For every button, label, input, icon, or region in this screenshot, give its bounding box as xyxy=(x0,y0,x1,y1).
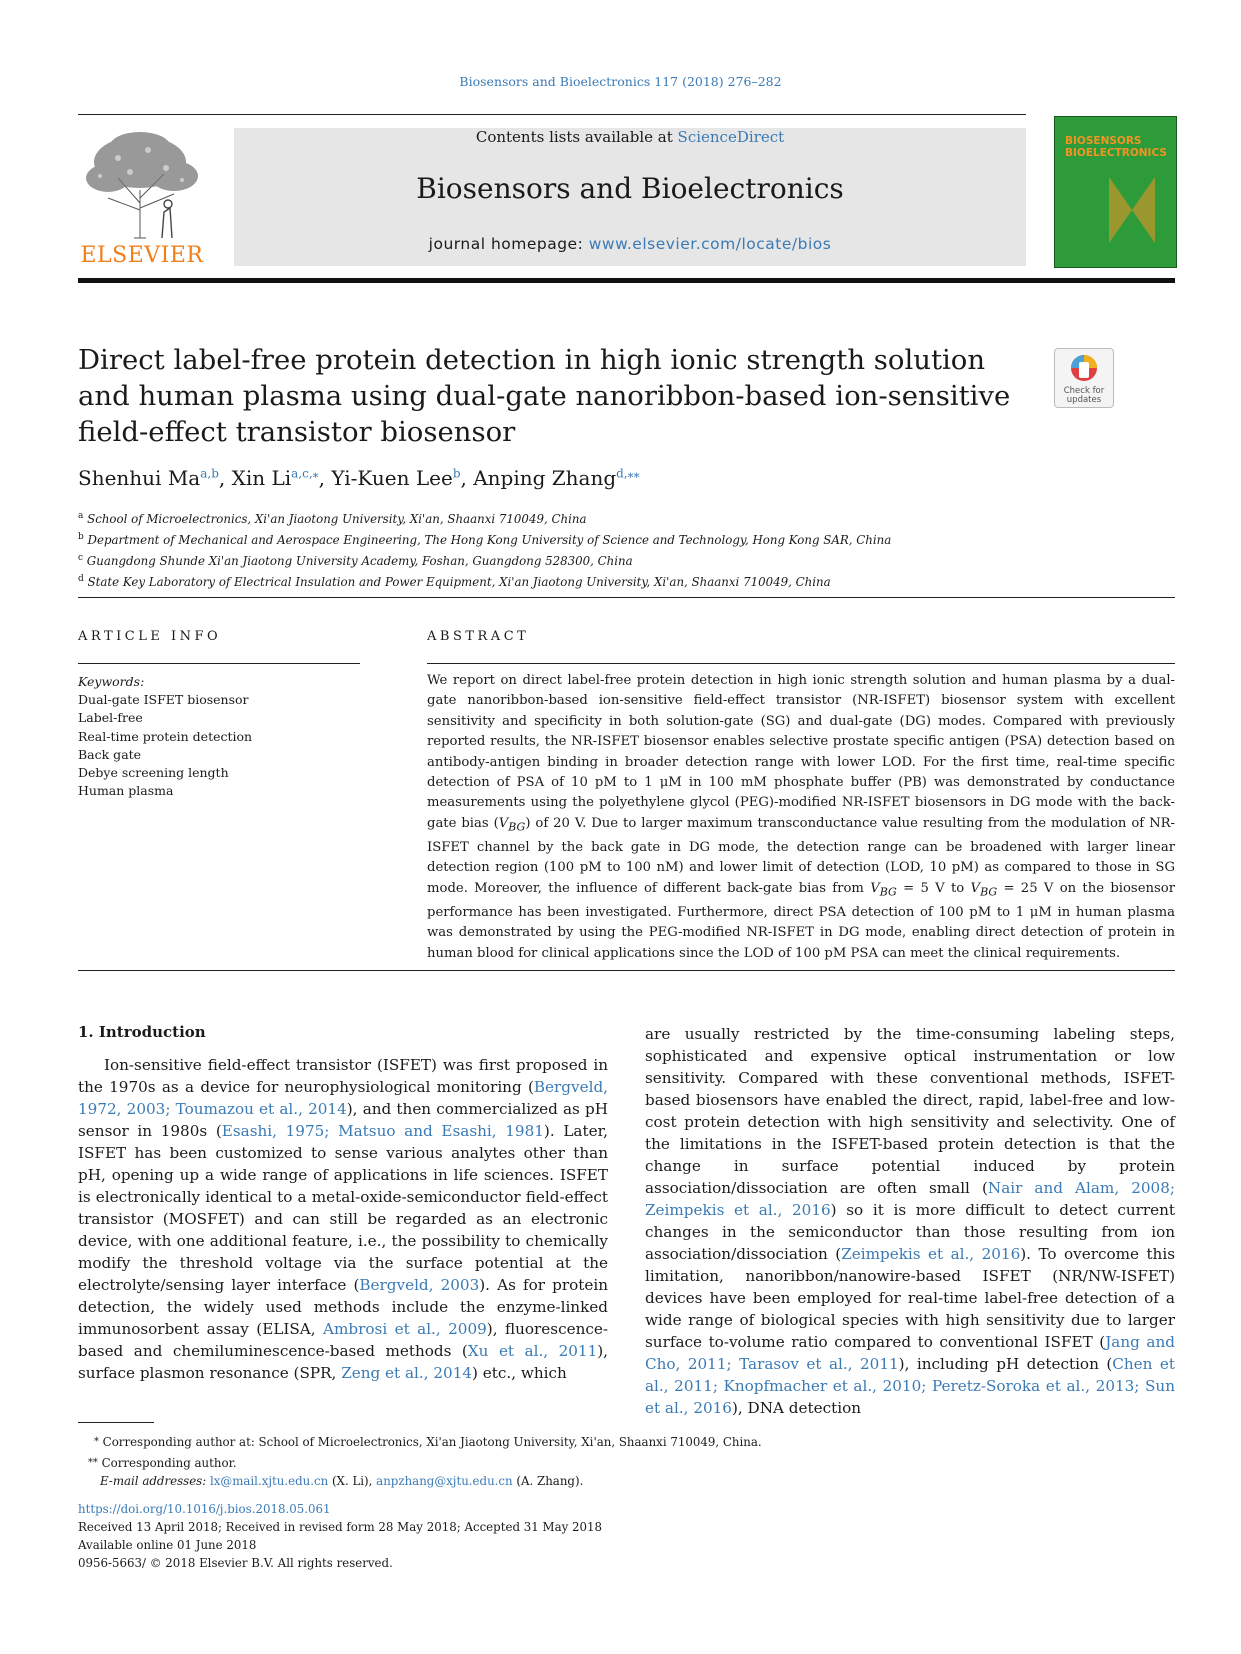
affiliation-b: $^b$ Department of Mechanical and Aerospace Engineering, The Hong Kong University of Science and Technology, Hong Kong SAR, China xyxy=(78,531,892,547)
body-text: ), DNA detection xyxy=(731,1399,862,1417)
body-text: ) etc., which xyxy=(472,1364,567,1382)
abstract-text: We report on direct label-free protein detection in high ionic strength solution and human plasma by a dual-gate nanoribbon-based ion-sensitive field-effect transistor (NR-ISFET) biosensor system with excellent sensitivity and specificity in both solution-gate (SG) and dual-gate (DG) modes. Compared with previously reported results, the NR-ISFET biosensor enables selective prostate specific antigen (PSA) detection based on antibody-antigen binding in broader detection range with lower LOD. For the first time, real-time specific detection of PSA of 10 pM to 1 μM in 100 mM phosphate buffer (PB) was demonstrated by conductance measurements using the polyethylene glycol (PEG)-modified NR-ISFET biosensors in DG mode with the back-gate bias $(V_{BG})$ of 20 V. Due to larger maximum transconductance value resulting from the modulation of NR-ISFET channel by the back gate in DG mode, the detection range can be broadened with larger linear detection region (100 pM to 100 nM) and lower limit of detection (LOD, 10 pM) as compared to those in SG mode. Moreover, the influence of different back-gate bias from $V_{BG} = 5$ V to $V_{BG} = 25$ V on the biosensor performance has been investigated. Furthermore, direct PSA detection of 100 pM to 1 μM in human plasma was demonstrated by using the PEG-modified NR-ISFET in DG mode, enabling direct detection of protein in human blood for clinical applications since the LOD of 100 pM PSA can meet the clinical requirements. xyxy=(427,673,1176,961)
author-list xyxy=(78,466,640,490)
citation-link[interactable]: Xu et al., 2011 xyxy=(467,1342,598,1360)
journal-title: Biosensors and Bioelectronics xyxy=(416,172,844,205)
keyword: Human plasma xyxy=(78,783,174,799)
keyword: Back gate xyxy=(78,746,142,762)
citation-link[interactable]: Chen et al., 2011; Knopfmacher et al., 2010; Peretz-Soroka et al., 2013; Sun et al., 2016 xyxy=(645,1355,1176,1417)
elsevier-logo xyxy=(78,128,206,268)
journal-citation[interactable]: Biosensors and Bioelectronics 117 (2018) 276–282 xyxy=(459,74,782,89)
keyword: Real-time protein detection xyxy=(78,728,253,744)
elsevier-wordmark: ELSEVIER xyxy=(80,243,204,268)
author[interactable]: Xin $Li^{a,c,⁎}$, xyxy=(231,466,332,490)
body-text: Ion-sensitive field-effect transistor (ISFET) was first proposed in the 1970s as a device for neurophysiological monitoring ( xyxy=(78,1056,608,1096)
body-text: ), surface plasmon resonance (SPR, xyxy=(78,1342,609,1382)
author[interactable]: Yi-Kuen Lee$^b$, xyxy=(331,466,474,490)
article-info-heading: ARTICLE INFO xyxy=(78,629,222,644)
body-text: ). To overcome this limitation, nanoribbon/nanowire-based ISFET (NR/NW-ISFET) devices have been employed for real-time label-free detection of a wide range of biological species with high sensitivity due to larger surface to-volume ratio compared to conventional ISFET ( xyxy=(645,1245,1175,1351)
online-date: Available online 01 June 2018 xyxy=(78,1538,257,1552)
crossmark-icon xyxy=(1069,353,1099,385)
citation-link[interactable]: Esashi, 1975; Matsuo and Esashi, 1981 xyxy=(221,1122,544,1140)
affiliation-d: $^d$ State Key Laboratory of Electrical Insulation and Power Equipment, Xi'an Jiaotong University, Xi'an, Shaanxi 710049, China xyxy=(78,573,831,589)
email-link[interactable]: anpzhang@xjtu.edu.cn xyxy=(376,1473,513,1488)
body-text: ), including pH detection ( xyxy=(898,1355,1113,1373)
keyword: Dual-gate ISFET biosensor xyxy=(78,692,249,708)
homepage-link[interactable]: www.elsevier.com/locate/bios xyxy=(588,235,832,253)
keywords-block xyxy=(78,673,252,800)
citation-link[interactable]: Zeimpekis et al., 2016 xyxy=(841,1245,1021,1263)
footnote-emails: E-mail addresses: lx@mail.xjtu.edu.cn (X. Li), anpzhang@xjtu.edu.cn (A. Zhang). xyxy=(100,1473,584,1488)
introduction-column-1 xyxy=(78,1054,608,1384)
sciencedirect-link[interactable]: ScienceDirect xyxy=(677,128,785,146)
body-text: ), and then commercialized as pH sensor in 1980s ( xyxy=(78,1100,609,1140)
footnote-rule xyxy=(78,1422,154,1423)
keywords-label: Keywords: xyxy=(78,674,145,689)
citation-link[interactable]: Ambrosi et al., 2009 xyxy=(323,1320,487,1338)
citation-link[interactable]: Bergveld, 2003 xyxy=(359,1276,480,1294)
abstract-heading: ABSTRACT xyxy=(427,629,530,644)
email-link[interactable]: lx@mail.xjtu.edu.cn xyxy=(209,1473,329,1488)
affiliation-a: $^a$ School of Microelectronics, Xi'an Jiaotong University, Xi'an, Shaanxi 710049, China xyxy=(78,511,587,526)
affiliations xyxy=(78,507,891,591)
doi-link[interactable]: https://doi.org/10.1016/j.bios.2018.05.061 xyxy=(78,1502,331,1516)
journal-cover xyxy=(1054,116,1177,268)
body-text: ). As for protein detection, the widely used methods include the enzyme-linked immunosorbent assay (ELISA, xyxy=(78,1276,608,1338)
publication-info xyxy=(78,1500,602,1572)
homepage-prefix: journal homepage: xyxy=(428,235,589,253)
body-text: are usually restricted by the time-consuming labeling steps, sophisticated and expensive optical instrumentation or low sensitivity. Compared with these conventional methods, ISFET-based biosensors have enabled the direct, rapid, label-free and low-cost protein detection with high sensitivity and selectivity. One of the limitations in the ISFET-based protein detection is that the change in surface potential induced by protein association/dissociation are often small ( xyxy=(645,1025,1175,1197)
citation-link[interactable]: Bergveld, 1972, 2003; Toumazou et al., 2014 xyxy=(78,1078,608,1118)
citation-link[interactable]: Nair and Alam, 2008; Zeimpekis et al., 2016 xyxy=(645,1179,1175,1219)
header-rule xyxy=(78,114,1026,115)
header-thick-rule xyxy=(78,278,1175,283)
body-text: ). Later, ISFET has been customized to sense various analytes other than pH, opening up a wide range of applications in life sciences. ISFET is electronically identical to a metal-oxide-semiconductor field-effect transistor (MOSFET) and can still be regarded as an electronic device, with one additional feature, i.e., the possibility to chemically modify the threshold voltage via the surface potential at the electrolyte/sensing layer interface ( xyxy=(78,1122,608,1294)
abstract-rule xyxy=(427,663,1175,664)
body-text: ), fluorescence-based and chemiluminescence-based methods ( xyxy=(78,1320,608,1360)
body-text: ) so it is more difficult to detect current changes in the semiconductor than those resulting from ion association/dissociation ( xyxy=(645,1201,1176,1263)
introduction-column-2 xyxy=(645,1023,1175,1419)
journal-header-box xyxy=(234,128,1026,266)
footnotes xyxy=(78,1430,762,1490)
article-title: Direct label-free protein detection in high ionic strength solution and human plasma using dual-gate nanoribbon-based ion-sensitive field-effect transistor biosensor xyxy=(78,344,1011,448)
citation-link[interactable]: Jang and Cho, 2011; Tarasov et al., 2011 xyxy=(645,1333,1175,1373)
author[interactable]: Shenhui Ma$^{a,b}$, xyxy=(78,466,232,490)
section-rule xyxy=(78,970,1175,971)
contents-line xyxy=(234,128,1026,146)
check-for-updates-button[interactable] xyxy=(1054,348,1114,408)
copyright: 0956-5663/ © 2018 Elsevier B.V. All rights reserved. xyxy=(78,1556,393,1570)
article-info-rule xyxy=(78,663,360,664)
keyword: Label-free xyxy=(78,710,143,726)
contents-prefix: Contents lists available at xyxy=(475,128,678,146)
footnote-corresponding-2: ⁎⁎ Corresponding author. xyxy=(88,1453,237,1470)
cover-graphic-icon xyxy=(1107,175,1157,245)
author[interactable]: Anping Zhang$^{d,⁎⁎}$ xyxy=(473,466,640,490)
tree-icon xyxy=(78,128,206,240)
received-dates: Received 13 April 2018; Received in revised form 28 May 2018; Accepted 31 May 2018 xyxy=(78,1520,603,1534)
cover-title: BIOSENSORS BIOELECTRONICS xyxy=(1065,135,1167,159)
introduction-heading: 1. Introduction xyxy=(78,1023,206,1041)
citation-link[interactable]: Zeng et al., 2014 xyxy=(341,1364,473,1382)
crossmark-label: Check for updates xyxy=(1063,386,1105,405)
section-rule xyxy=(78,597,1175,598)
homepage-line xyxy=(234,235,1026,253)
keyword: Debye screening length xyxy=(78,765,229,781)
affiliation-c: $^c$ Guangdong Shunde Xi'an Jiaotong University Academy, Foshan, Guangdong 528300, China xyxy=(78,552,633,568)
footnote-corresponding-1: ⁎ Corresponding author at: School of Microelectronics, Xi'an Jiaotong University, Xi'an, Shaanxi 710049, China. xyxy=(94,1433,762,1449)
